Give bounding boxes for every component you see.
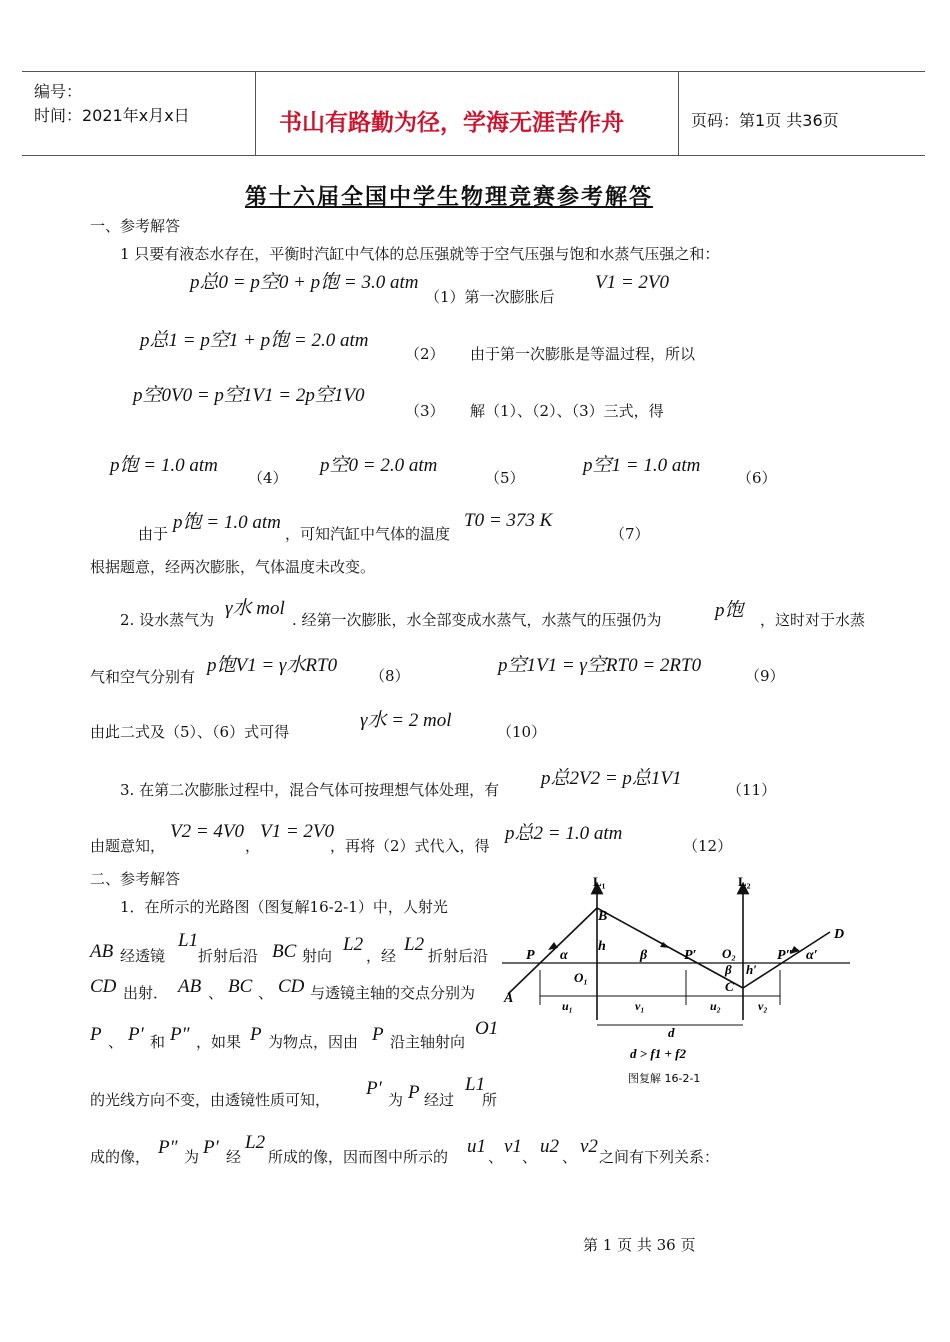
motto: 书山有路勤为径，学海无涯苦作舟 — [279, 110, 624, 136]
s2-l4-P: P — [90, 1024, 102, 1045]
s2-l6-e: 经 — [226, 1148, 242, 1166]
s2-l3-d: 、 — [208, 984, 224, 1002]
equation-1: p总0 = p空0 + p饱 = 3.0 atm — [190, 272, 419, 293]
equation-6: p空1 = 1.0 atm — [583, 455, 701, 476]
s2-l6-u2: u2 — [540, 1136, 559, 1157]
s2-l6-m: 、 — [562, 1148, 578, 1166]
equation-4-tag: （4） — [248, 469, 288, 487]
page-title: 第十六届全国中学生物理竞赛参考解答 — [245, 184, 654, 210]
label-C: C — [725, 979, 734, 994]
s2-l6-g: 所成的像，因而图中所示的 — [268, 1148, 449, 1166]
line12-middle: ，再将（2）式代入，得 — [330, 837, 490, 855]
label-Ppp: P″ — [777, 948, 794, 963]
label-d: d — [668, 1025, 675, 1040]
s2-l6-Pp: P′ — [203, 1137, 219, 1158]
s2-l6-c: 为 — [184, 1148, 200, 1166]
s2-l4-f: ，如果 — [196, 1033, 242, 1051]
label-beta2: β — [725, 962, 732, 977]
p2-gamma: γ水 mol — [225, 598, 285, 619]
s2-l3-ab: AB — [178, 976, 202, 997]
label-P: P — [526, 948, 535, 963]
s2-l5-Pp: P′ — [366, 1078, 382, 1099]
s2-l3-cd: CD — [90, 976, 117, 997]
equation-10-tag: （10） — [497, 723, 547, 741]
p2-p: p饱 — [715, 600, 744, 621]
line12-comma: ， — [245, 837, 261, 855]
equation-1-tag: （1）第一次膨胀后 — [425, 288, 555, 306]
p2-b: . 经第一次膨胀，水全部变成水蒸气，水蒸气的压强仍为 — [292, 611, 662, 629]
equation-3: p空0V0 = p空1V1 = 2p空1V0 — [133, 385, 365, 406]
s2-l4-P3: P — [372, 1024, 384, 1045]
figure-condition: d > f1 + f2 — [630, 1046, 686, 1061]
page-info: 页码：第1页 共36页 — [691, 111, 839, 130]
s1-paragraph-1: 1 只要有液态水存在，平衡时汽缸中气体的总压强就等于空气压强与饱和水蒸气压强之和： — [120, 245, 720, 263]
label-A: A — [504, 991, 514, 1006]
line12-eq-a: V2 = 4V0 — [170, 821, 245, 842]
label-alphap: α′ — [806, 948, 818, 963]
s2-line-1: 1．在所示的光路图（图复解16-2-1）中，人射光 — [120, 898, 448, 916]
p2-d: 气和空气分别有 — [90, 668, 196, 686]
label-O2: O₂ — [722, 946, 736, 961]
s2-l5-g: 所 — [482, 1091, 498, 1109]
s2-l4-Pp: P′ — [128, 1024, 144, 1045]
section2-heading: 二、参考解答 — [90, 870, 181, 888]
s2-l2-h: ，经 — [366, 947, 397, 965]
line12-eq-b: V1 = 2V0 — [260, 821, 335, 842]
equation-12-tag: （12） — [683, 837, 733, 855]
s2-l4-P2: P — [250, 1024, 262, 1045]
s2-l5-c: 为 — [388, 1091, 404, 1109]
time-label: 时间：2021年x月x日 — [34, 106, 190, 125]
s2-l5-e: 经过 — [424, 1091, 455, 1109]
line7-equation-2: T0 = 373 K — [464, 510, 553, 531]
s2-l6-u1: u1 — [467, 1136, 486, 1157]
s2-l3-b: 出射． — [123, 984, 169, 1002]
figure-caption: 图复解 16-2-1 — [628, 1072, 701, 1085]
header-top-rule — [22, 71, 925, 72]
line10-prefix: 由此二式及（5）、（6）式可得 — [90, 723, 290, 741]
equation-4: p饱 = 1.0 atm — [110, 455, 218, 476]
optics-figure — [500, 870, 860, 1090]
line7-equation: p饱 = 1.0 atm — [173, 512, 281, 533]
line12-prefix: 由题意知， — [90, 837, 166, 855]
s2-l2-ab: AB — [90, 941, 114, 962]
s2-l4-j: 沿主轴射向 — [390, 1033, 466, 1051]
label-alpha: α — [560, 948, 568, 963]
ray-arrow-1 — [548, 942, 558, 950]
s2-l4-Ppp: P″ — [170, 1024, 190, 1045]
s2-l6-o: 之间有下列关系： — [599, 1148, 720, 1166]
s2-l2-j: 折射后沿 — [428, 947, 489, 965]
line7-tag: （7） — [610, 525, 650, 543]
s2-l5-a: 的光线方向不变，由透镜性质可知， — [90, 1091, 331, 1109]
label-v1: v₁ — [635, 999, 645, 1013]
header-divider-2 — [678, 71, 679, 155]
equation-9-tag: （9） — [745, 667, 785, 685]
s2-l2-L2b: L2 — [404, 934, 425, 955]
equation-11-tag: （11） — [727, 781, 777, 799]
s2-l3-cd2: CD — [278, 976, 305, 997]
page-footer: 第 1 页 共 36 页 — [583, 1236, 696, 1254]
label-hp: h′ — [746, 962, 757, 977]
equation-10: γ水 = 2 mol — [360, 710, 452, 731]
equation-2-text: 由于第一次膨胀是等温过程，所以 — [470, 345, 696, 363]
section1-heading: 一、参考解答 — [90, 217, 181, 235]
label-D: D — [834, 927, 845, 942]
label-L1: L₁ — [593, 874, 606, 889]
s2-l3-f: 、 — [258, 984, 274, 1002]
equation-12: p总2 = 1.0 atm — [505, 823, 623, 844]
serial-label: 编号： — [34, 82, 83, 101]
equation-5-tag: （5） — [485, 469, 525, 487]
line8: 根据题意，经两次膨胀，气体温度未改变。 — [90, 558, 376, 576]
label-v2: v₂ — [758, 999, 768, 1013]
s2-l5-L1: L1 — [465, 1074, 486, 1095]
equation-2-tag: （2） — [405, 345, 445, 363]
label-u1: u₁ — [562, 999, 573, 1013]
equation-6-tag: （6） — [737, 469, 777, 487]
equation-8: p饱V1 = γ水RT0 — [207, 655, 338, 676]
s2-l4-b: 、 — [108, 1033, 124, 1051]
label-u2: u₂ — [710, 999, 721, 1013]
s2-l5-P: P — [408, 1082, 420, 1103]
s2-l6-L2: L2 — [245, 1132, 266, 1153]
s2-l2-d: 折射后沿 — [198, 947, 259, 965]
s2-l6-v1: v1 — [504, 1136, 522, 1157]
s2-l2-bc: BC — [272, 941, 297, 962]
p2-a: 2. 设水蒸气为 — [120, 611, 215, 629]
equation-5: p空0 = 2.0 atm — [320, 455, 438, 476]
header-divider-1 — [255, 71, 256, 155]
label-h: h — [598, 939, 606, 954]
equation-8-tag: （8） — [370, 667, 410, 685]
equation-v1: V1 = 2V0 — [595, 272, 670, 293]
line7-prefix: 由于 — [138, 525, 169, 543]
equation-3-text: 解（1）、（2）、（3）三式，得 — [470, 402, 664, 420]
line7-middle: ，可知汽缸中气体的温度 — [285, 525, 451, 543]
label-Pp: P′ — [684, 948, 697, 963]
s2-l3-bc: BC — [228, 976, 253, 997]
equation-2: p总1 = p空1 + p饱 = 2.0 atm — [140, 330, 369, 351]
s2-l6-k: 、 — [522, 1148, 538, 1166]
label-O1: O₁ — [574, 970, 588, 985]
s2-l4-h: 为物点，因由 — [268, 1033, 359, 1051]
header-bottom-rule — [22, 155, 925, 156]
label-B: B — [598, 909, 608, 924]
s2-l6-i: 、 — [488, 1148, 504, 1166]
s2-l2-L1: L1 — [178, 930, 199, 951]
s2-l4-d: 和 — [150, 1033, 166, 1051]
equation-11: p总2V2 = p总1V1 — [541, 768, 682, 789]
s2-l2-f: 射向 — [302, 947, 333, 965]
s2-l6-a: 成的像， — [90, 1148, 151, 1166]
s2-l6-v2: v2 — [580, 1136, 598, 1157]
p3: 3. 在第二次膨胀过程中，混合气体可按理想气体处理，有 — [120, 781, 500, 799]
label-beta: β — [640, 948, 648, 963]
s2-l2-b: 经透镜 — [120, 947, 166, 965]
p2-c: ，这时对于水蒸 — [760, 611, 866, 629]
equation-3-tag: （3） — [405, 402, 445, 420]
s2-l6-Ppp: P″ — [158, 1137, 178, 1158]
s2-l4-O1: O1 — [475, 1018, 499, 1039]
s2-l3-h: 与透镜主轴的交点分别为 — [310, 984, 476, 1002]
s2-l2-L2: L2 — [343, 934, 364, 955]
equation-9: p空1V1 = γ空RT0 = 2RT0 — [498, 655, 702, 676]
label-L2: L₂ — [738, 874, 751, 889]
